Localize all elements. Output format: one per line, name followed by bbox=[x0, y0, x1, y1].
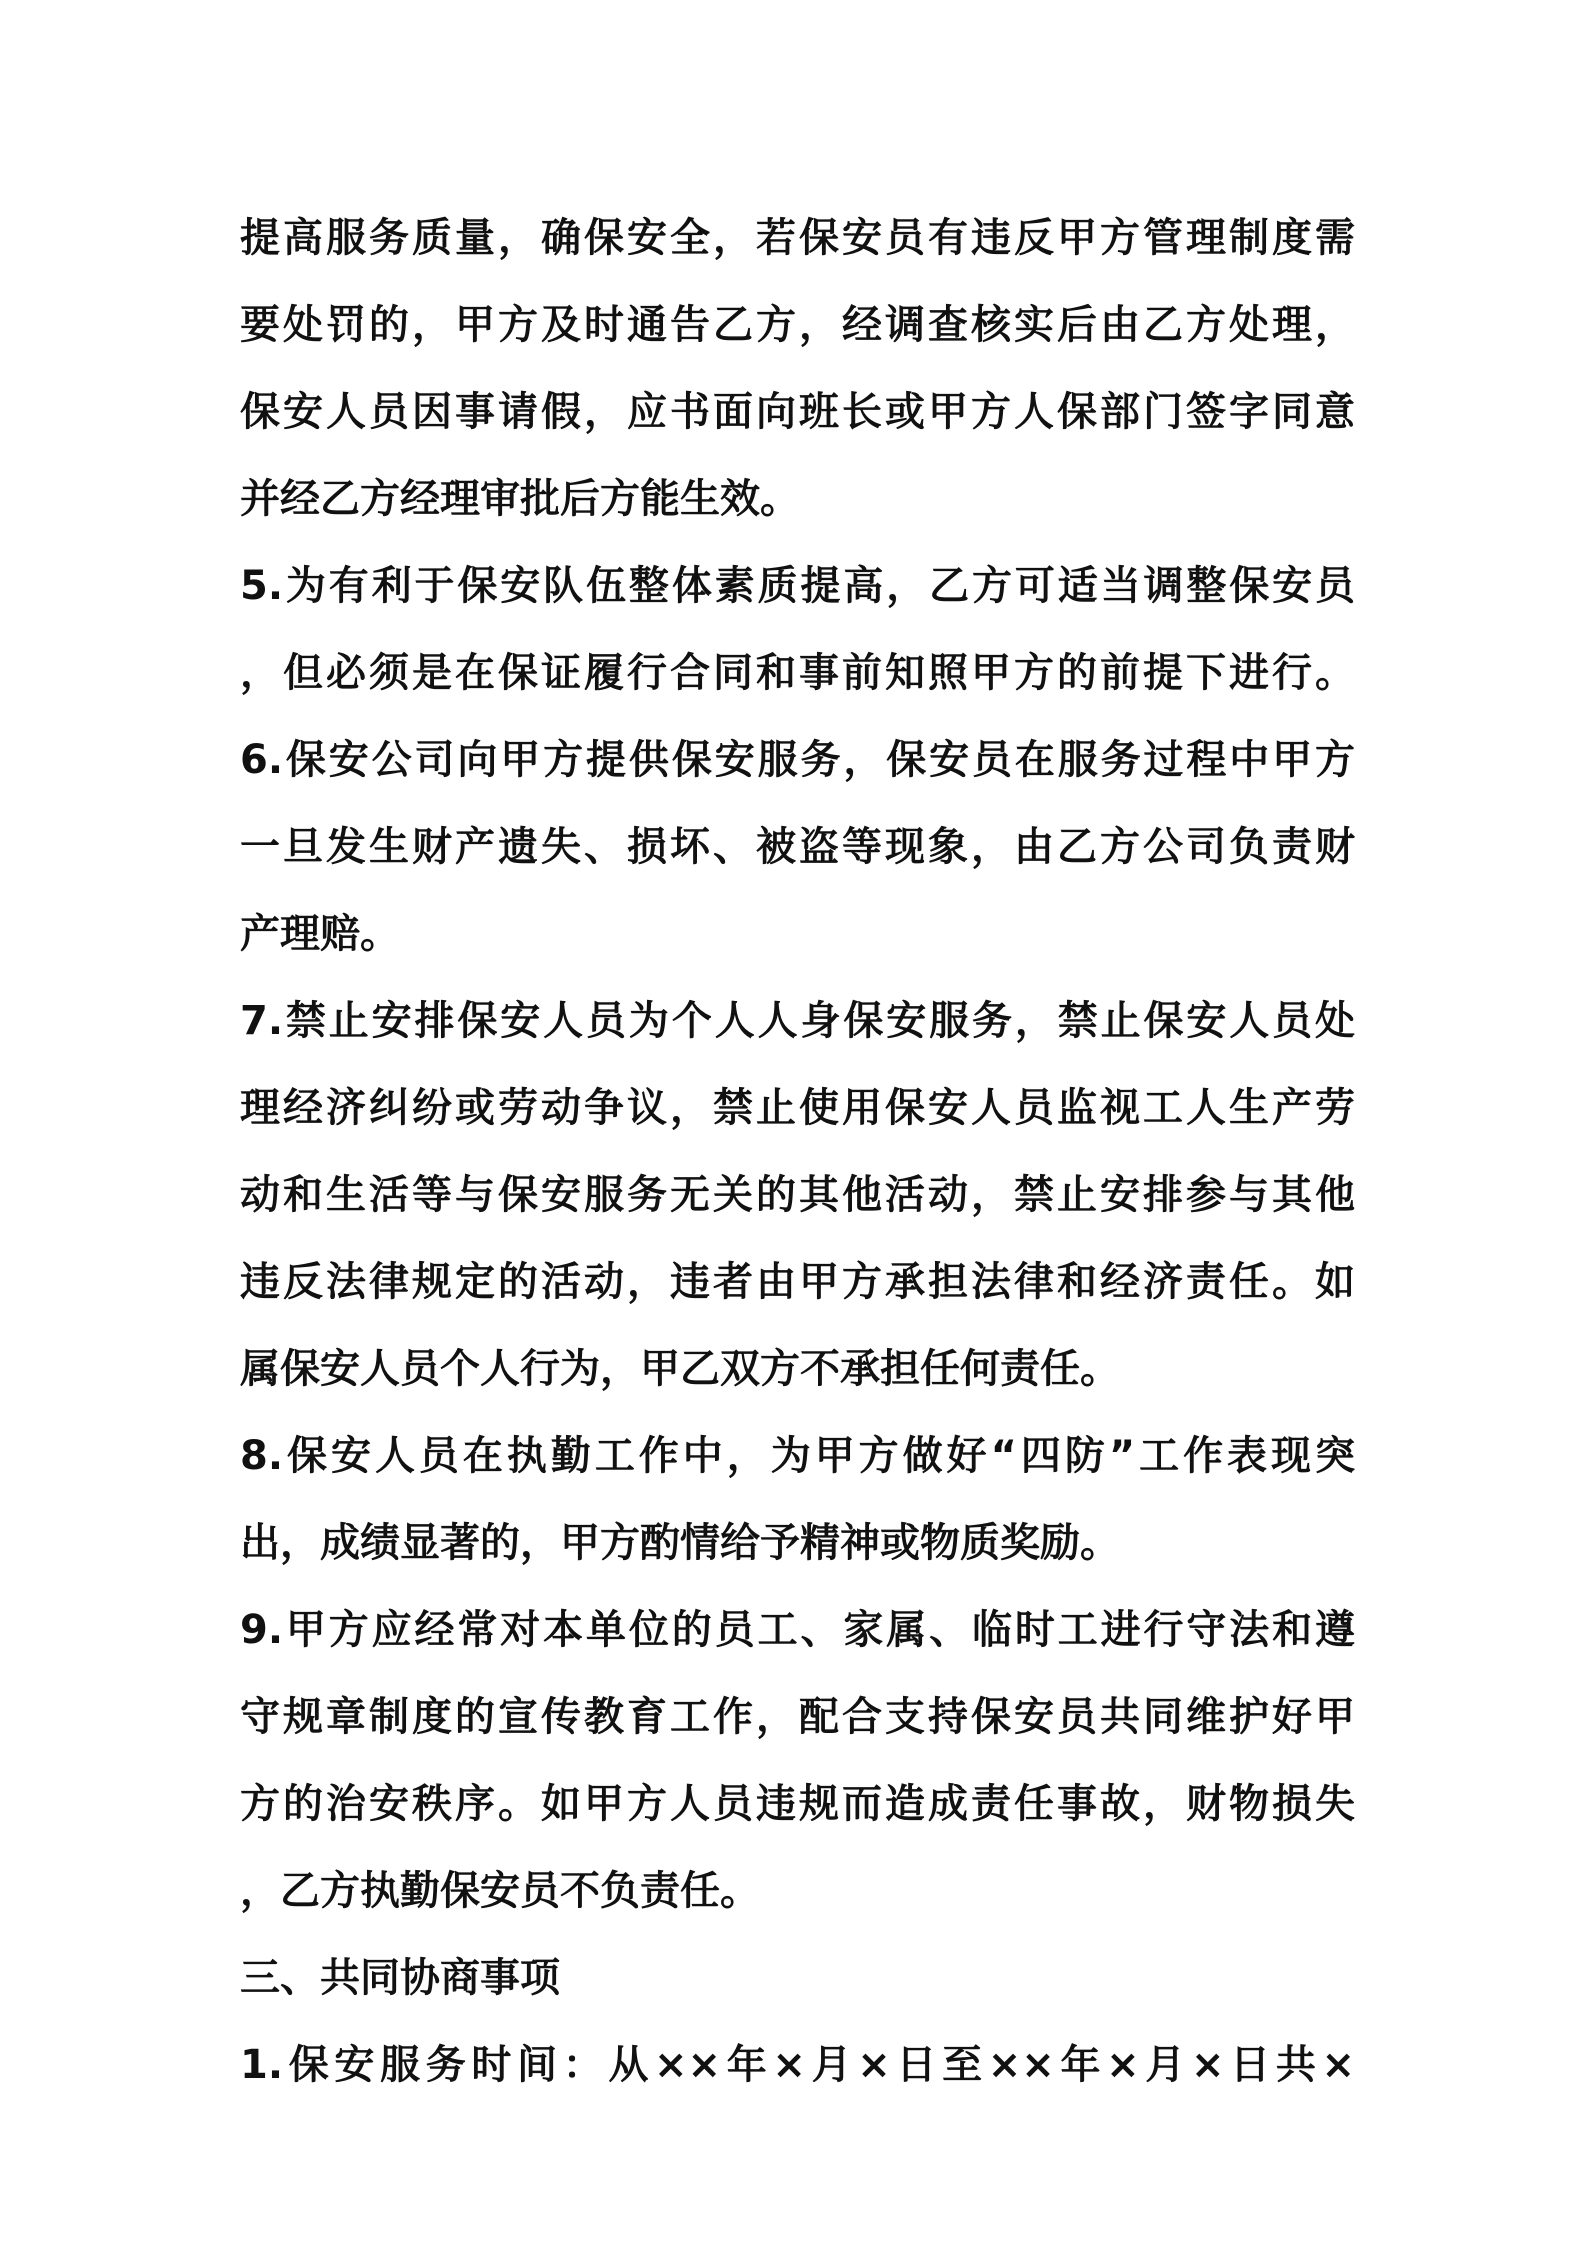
text-line: 属保安人员个人行为，甲乙双方不承担任何责任。 bbox=[240, 1346, 1120, 1392]
text-line: 1.保安服务时间：从××年×月×日至××年×月×日共× bbox=[240, 2042, 1355, 2088]
text-line: 一旦发生财产遗失、损坏、被盗等现象，由乙方公司负责财 bbox=[240, 824, 1355, 870]
text-line: 保安人员因事请假，应书面向班长或甲方人保部门签字同意 bbox=[240, 389, 1355, 435]
text-line: 6.保安公司向甲方提供保安服务，保安员在服务过程中甲方 bbox=[240, 737, 1355, 783]
document-body bbox=[240, 195, 1355, 2109]
text-line: 产理赔。 bbox=[240, 911, 400, 957]
text-line: ，乙方执勤保安员不负责任。 bbox=[240, 1868, 760, 1914]
text-line: 要处罚的，甲方及时通告乙方，经调查核实后由乙方处理， bbox=[240, 302, 1355, 348]
text-line: ，但必须是在保证履行合同和事前知照甲方的前提下进行。 bbox=[240, 650, 1355, 696]
text-line: 三、共同协商事项 bbox=[240, 1955, 560, 2001]
text-line: 7.禁止安排保安人员为个人人身保安服务，禁止保安人员处 bbox=[240, 998, 1355, 1044]
text-line: 理经济纠纷或劳动争议，禁止使用保安人员监视工人生产劳 bbox=[240, 1085, 1355, 1131]
text-line: 方的治安秩序。如甲方人员违规而造成责任事故，财物损失 bbox=[240, 1781, 1355, 1827]
text-line: 违反法律规定的活动，违者由甲方承担法律和经济责任。如 bbox=[240, 1259, 1355, 1305]
text-line: 8.保安人员在执勤工作中，为甲方做好“四防”工作表现突 bbox=[240, 1433, 1355, 1479]
text-line: 9.甲方应经常对本单位的员工、家属、临时工进行守法和遵 bbox=[240, 1607, 1355, 1653]
text-line: 提高服务质量，确保安全，若保安员有违反甲方管理制度需 bbox=[240, 215, 1355, 261]
text-line: 出，成绩显著的，甲方酌情给予精神或物质奖励。 bbox=[240, 1520, 1120, 1566]
text-line: 并经乙方经理审批后方能生效。 bbox=[240, 476, 800, 522]
text-line: 动和生活等与保安服务无关的其他活动，禁止安排参与其他 bbox=[240, 1172, 1355, 1218]
text-line: 守规章制度的宣传教育工作，配合支持保安员共同维护好甲 bbox=[240, 1694, 1355, 1740]
text-line: 5.为有利于保安队伍整体素质提高，乙方可适当调整保安员 bbox=[240, 563, 1355, 609]
